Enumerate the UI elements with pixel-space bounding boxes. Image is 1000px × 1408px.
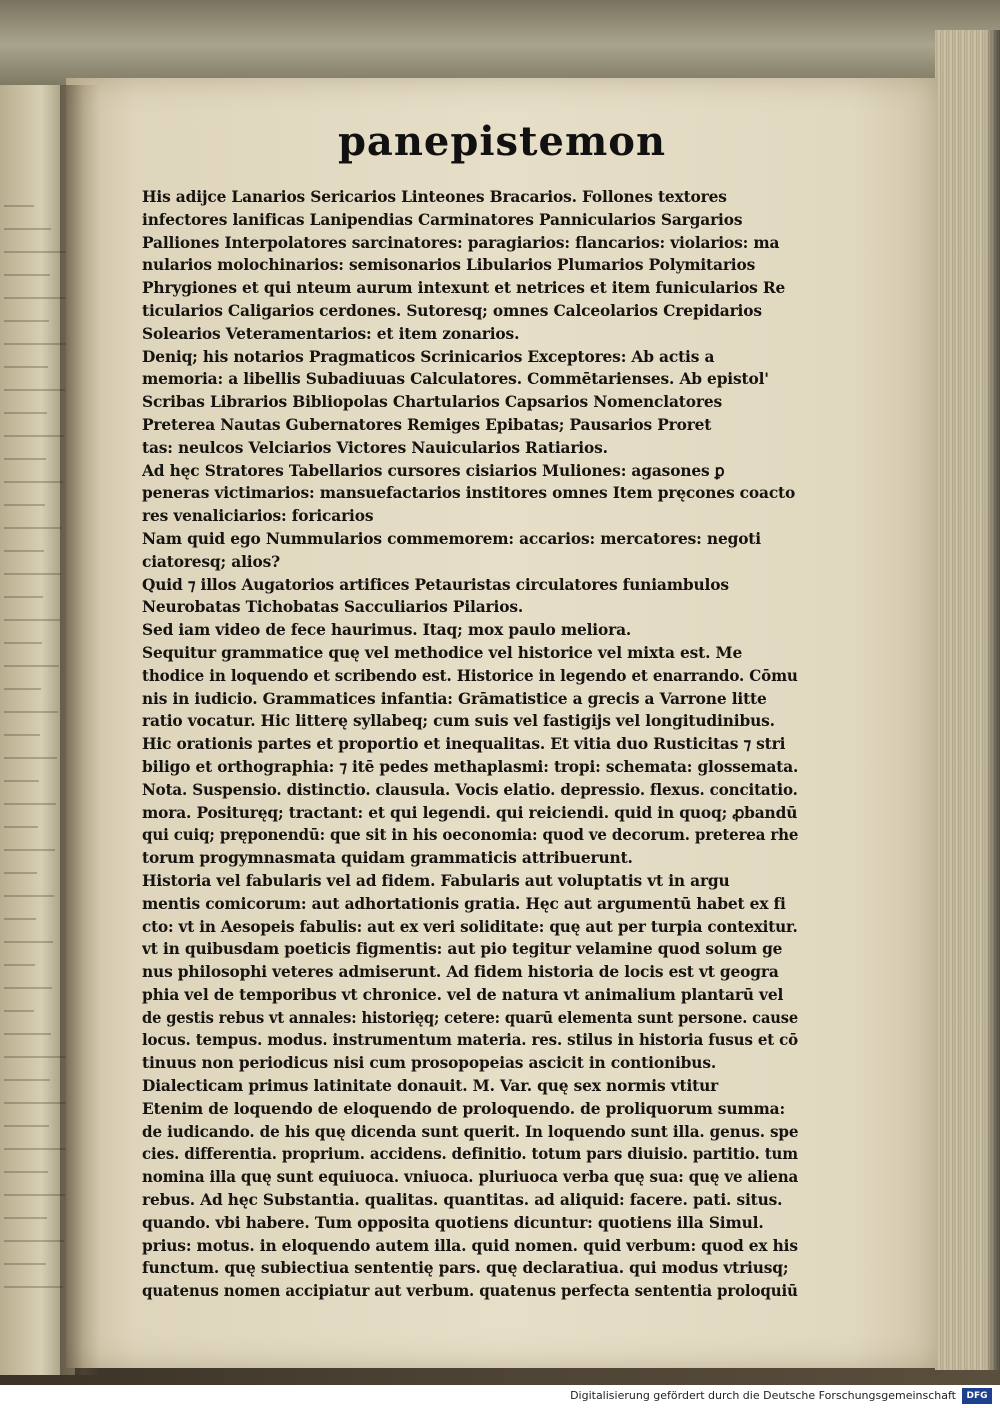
text-line: Hic orationis partes et proportio et inequalitas. Et vitia duo Rusticitas ⁊ stri <box>142 735 786 754</box>
facing-page-line <box>4 1010 34 1012</box>
facing-page-line <box>4 366 48 368</box>
text-line: nus philosophi veteres admiserunt. Ad fidem historia de locis est vt geogra <box>142 963 779 982</box>
text-line: tas: neulcos Velciarios Victores Nauicularios Ratiarios. <box>142 438 608 457</box>
facing-page-line <box>4 1125 49 1127</box>
facing-page-line <box>4 389 65 391</box>
facing-page-line <box>4 343 66 345</box>
facing-page-line <box>4 1194 65 1196</box>
text-line: prius: motus. in eloquendo autem illa. quid nomen. quid verbum: quod ex his <box>142 1236 798 1255</box>
facing-page-line <box>4 1240 64 1242</box>
text-line: locus. tempus. modus. instrumentum materia. res. stilus in historia fusus et cō <box>142 1031 798 1050</box>
text-line: peneras victimarios: mansuefactarios institores omnes Item pręcones coacto <box>142 484 796 503</box>
facing-page-line <box>4 251 68 253</box>
facing-page-line <box>4 504 45 506</box>
facing-page-line <box>4 550 44 552</box>
text-line: Scribas Librarios Bibliopolas Chartularios Capsarios Nomenclatores <box>142 393 722 412</box>
facing-page-line <box>4 481 63 483</box>
text-line: Phrygiones et qui nteum aurum intexunt et netrices et item funicularios Re <box>142 279 786 298</box>
page-title: panepistemon <box>337 118 667 165</box>
facing-page-line <box>4 964 35 966</box>
facing-page-line <box>4 1171 48 1173</box>
facing-page-line <box>4 688 41 690</box>
facing-page-line <box>4 987 52 989</box>
facing-page-line <box>4 412 47 414</box>
text-line: cto: vt in Aesopeis fabulis: aut ex veri soliditate: quę aut per turpia contexitur. <box>142 917 798 936</box>
text-line: vt in quibusdam poeticis figmentis: aut pio tegitur velamine quod solum ge <box>142 940 783 959</box>
text-line: Preterea Nautas Gubernatores Remiges Epibatas; Pausarios Proret <box>142 415 712 434</box>
text-line: torum progymnasmata quidam grammaticis attribuerunt. <box>142 849 633 868</box>
facing-page-line <box>4 458 46 460</box>
text-line: biligo et orthographia: ⁊ itē pedes methaplasmi: tropi: schemata: glossemata. <box>142 757 798 776</box>
page-block-shadow <box>985 30 1000 1370</box>
text-line: ticularios Caligarios cerdones. Sutoresq; omnes Calceolarios Crepidarios <box>142 301 762 320</box>
text-line: Nota. Suspensio. distinctio. clausula. Vocis elatio. depressio. flexus. concitatio. <box>142 780 798 799</box>
facing-page-line <box>4 435 64 437</box>
facing-page-line <box>4 941 53 943</box>
facing-page-line <box>4 849 55 851</box>
facing-page-line <box>4 320 49 322</box>
text-line: tinuus non periodicus nisi cum prosopopeias ascicit in contionibus. <box>142 1054 717 1073</box>
text-line: nomina illa quę sunt equiuoca. vniuoca. pluriuoca verba quę sua: quę ve aliena <box>142 1168 798 1187</box>
facing-page-line <box>4 596 43 598</box>
facing-page-line <box>4 1079 50 1081</box>
facing-page-line <box>4 711 58 713</box>
facing-page-line <box>4 1263 46 1265</box>
text-line: ciatoresq; alios? <box>142 552 280 571</box>
text-line: Etenim de loquendo de eloquendo de proloquendo. de proliquorum summa: <box>142 1099 785 1118</box>
book-gutter <box>60 85 100 1375</box>
text-line: Palliones Interpolatores sarcinatores: paragiarios: flancarios: violarios: ma <box>142 233 780 252</box>
text-line: de gestis rebus vt annales: historięq; cetere: quarū elementa sunt persone. cause <box>142 1008 798 1027</box>
facing-page-line <box>4 1056 68 1058</box>
text-line: nis in iudicio. Grammatices infantia: Grāmatistice a grecis a Varrone litte <box>142 689 767 708</box>
text-line: His adijce Lanarios Sericarios Linteones Bracarios. Follones textores <box>142 188 727 206</box>
text-line: Sequitur grammatice quę vel methodice vel historice vel mixta est. Me <box>142 643 743 662</box>
text-line: Dialecticam primus latinitate donauit. M. Var. quę sex normis vtitur <box>142 1077 719 1096</box>
facing-page-line <box>4 228 51 230</box>
facing-page-line <box>4 619 60 621</box>
page-body-text <box>142 186 798 1306</box>
text-line: ratio vocatur. Hic litterę syllabeq; cum suis vel fastigijs vel longitudinibus. <box>142 712 775 731</box>
text-line: Solearios Veteramentarios: et item zonarios. <box>142 324 520 343</box>
scanned-page <box>66 78 938 1368</box>
facing-page-line <box>4 274 50 276</box>
facing-page-line <box>4 780 39 782</box>
text-line: Nam quid ego Nummularios commemorem: accarios: mercatores: negoti <box>142 529 761 548</box>
facing-page-line <box>4 205 34 207</box>
facing-page-line <box>4 665 59 667</box>
text-line: nularios molochinarios: semisonarios Libularios Plumarios Polymitarios <box>142 256 756 275</box>
facing-page-line <box>4 895 54 897</box>
text-line: cies. differentia. proprium. accidens. definitio. totum pars diuisio. partitio. tum <box>142 1145 798 1164</box>
text-line: memoria: a libellis Subadiuuas Calculatores. Commētarienses. Ab epistol' <box>142 370 769 389</box>
text-line: Sed iam video de fece haurimus. Itaq; mox paulo meliora. <box>142 621 632 640</box>
text-line: qui cuiq; pręponendū: que sit in his oeconomia: quod ve decorum. preterea rhe <box>142 826 798 845</box>
facing-page-line <box>4 1148 66 1150</box>
footer-bar <box>0 1385 1000 1408</box>
text-line: mentis comicorum: aut adhortationis gratia. Hęc aut argumentū habet ex fi <box>142 894 786 913</box>
text-line: thodice in loquendo et scribendo est. Historice in legendo et enarrando. Cōmu <box>142 666 798 685</box>
text-line: infectores lanificas Lanipendias Carminatores Pannicularios Sargarios <box>142 210 743 229</box>
text-line: Quid ⁊ illos Augatorios artifices Petauristas circulatores funiambulos <box>142 575 729 594</box>
facing-page-line <box>4 527 62 529</box>
text-line: res venaliciarios: foricarios <box>142 507 374 526</box>
facing-page-line <box>4 826 38 828</box>
text-line: Ad hęc Stratores Tabellarios cursores cisiarios Muliones: agasones ꝑ <box>142 461 725 480</box>
facing-page-line <box>4 1286 63 1288</box>
text-line: mora. Posituręq; tractant: et qui legendi. qui reiciendi. quid in quoq; ꝓbandū <box>142 803 798 822</box>
text-line: phia vel de temporibus vt chronice. vel de natura vt animalium plantarū vel <box>142 985 784 1004</box>
text-line: de iudicando. de his quę dicenda sunt querit. In loquendo sunt illa. genus. spe <box>142 1122 798 1141</box>
text-line: quatenus nomen accipiatur aut verbum. quatenus perfecta sententia proloquiū <box>142 1282 798 1301</box>
facing-page-line <box>4 573 61 575</box>
facing-page-line <box>4 872 37 874</box>
facing-page-line <box>4 918 36 920</box>
facing-page-line <box>4 1217 47 1219</box>
funding-notice: Digitalisierung gefördert durch die Deutsche Forschungsgemeinschaft <box>570 1389 956 1402</box>
text-line: rebus. Ad hęc Substantia. qualitas. quantitas. ad aliquid: facere. pati. situs. <box>142 1191 783 1210</box>
facing-page-line <box>4 297 67 299</box>
facing-page-line <box>4 642 42 644</box>
facing-page-line <box>4 757 57 759</box>
facing-page-line <box>4 1102 67 1104</box>
text-line: Neurobatas Tichobatas Sacculiarios Pilarios. <box>142 598 524 617</box>
text-line: Deniq; his notarios Pragmaticos Scrinicarios Exceptores: Ab actis a <box>142 347 715 366</box>
facing-page-line <box>4 803 56 805</box>
dfg-logo: DFG <box>962 1388 992 1404</box>
text-line: quando. vbi habere. Tum opposita quotiens dicuntur: quotiens illa Simul. <box>142 1213 764 1232</box>
text-line: Historia vel fabularis vel ad fidem. Fabularis aut voluptatis vt in argu <box>142 871 730 890</box>
facing-page-line <box>4 1033 51 1035</box>
facing-page-line <box>4 734 40 736</box>
text-line: functum. quę subiectiua sententię pars. quę declaratiua. qui modus vtriusq; <box>142 1259 789 1278</box>
